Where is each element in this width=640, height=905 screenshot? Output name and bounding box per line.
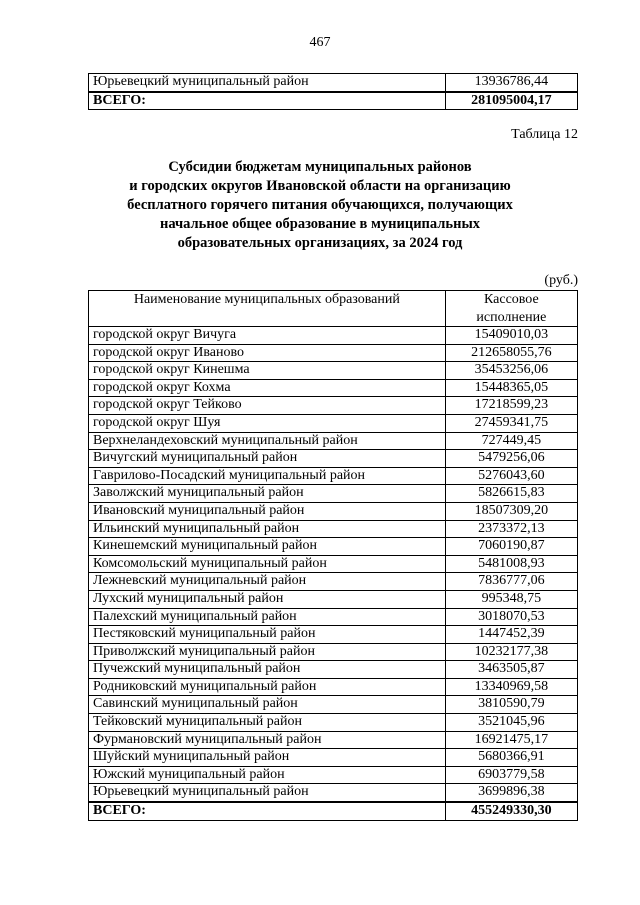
column-header-name: Наименование муниципальных образований <box>89 291 446 327</box>
row-value: 15448365,05 <box>445 379 577 397</box>
row-value: 727449,45 <box>445 432 577 450</box>
row-name: городской округ Иваново <box>89 344 446 362</box>
row-name: Пестяковский муниципальный район <box>89 626 446 644</box>
table-row <box>89 555 578 573</box>
table-row <box>89 538 578 556</box>
column-header-value: Кассовое исполнение <box>445 291 577 327</box>
row-value: 6903779,58 <box>445 766 577 784</box>
row-name: Палехский муниципальный район <box>89 608 446 626</box>
row-value: 3018070,53 <box>445 608 577 626</box>
currency-unit-label: (руб.) <box>544 273 578 288</box>
table-row <box>89 626 578 644</box>
table-row <box>89 327 578 345</box>
table-row <box>89 784 578 802</box>
table-row <box>89 450 578 468</box>
row-value: 17218599,23 <box>445 397 577 415</box>
table-row <box>89 714 578 732</box>
row-value: 13936786,44 <box>445 74 577 92</box>
row-value: 3521045,96 <box>445 714 577 732</box>
row-name: Юрьевецкий муниципальный район <box>89 74 446 92</box>
row-name: городской округ Вичуга <box>89 327 446 345</box>
table-row <box>89 608 578 626</box>
table-row <box>89 467 578 485</box>
row-value: 5276043,60 <box>445 467 577 485</box>
subsidies-table <box>88 290 578 821</box>
title-line: начальное общее образование в муниципальных <box>159 216 481 232</box>
table-row <box>89 590 578 608</box>
row-value: 3463505,87 <box>445 661 577 679</box>
row-value: 7060190,87 <box>445 538 577 556</box>
row-value: 16921475,17 <box>445 731 577 749</box>
row-name: Комсомольский муниципальный район <box>89 555 446 573</box>
row-value: 15409010,03 <box>445 327 577 345</box>
row-value: 3699896,38 <box>445 784 577 802</box>
total-label: ВСЕГО: <box>89 92 446 110</box>
row-name: городской округ Шуя <box>89 414 446 432</box>
title-line: бесплатного горячего питания обучающихся, получающих <box>127 197 513 213</box>
row-name: Ивановский муниципальный район <box>89 502 446 520</box>
table-caption-number: Таблица 12 <box>511 127 578 142</box>
table-row <box>89 749 578 767</box>
previous-table-tail <box>88 73 578 110</box>
row-name: Савинский муниципальный район <box>89 696 446 714</box>
row-name: Лежневский муниципальный район <box>89 573 446 591</box>
row-name: Приволжский муниципальный район <box>89 643 446 661</box>
row-name: Ильинский муниципальный район <box>89 520 446 538</box>
table-row <box>89 678 578 696</box>
document-title <box>0 158 640 253</box>
row-name: Пучежский муниципальный район <box>89 661 446 679</box>
row-name: Верхнеландеховский муниципальный район <box>89 432 446 450</box>
table-row <box>89 397 578 415</box>
row-value: 5479256,06 <box>445 450 577 468</box>
table-row <box>89 379 578 397</box>
table-row <box>89 520 578 538</box>
row-value: 27459341,75 <box>445 414 577 432</box>
row-value: 18507309,20 <box>445 502 577 520</box>
row-name: Тейковский муниципальный район <box>89 714 446 732</box>
row-name: городской округ Тейково <box>89 397 446 415</box>
table-row <box>89 643 578 661</box>
table-row <box>89 696 578 714</box>
row-value: 995348,75 <box>445 590 577 608</box>
row-value: 10232177,38 <box>445 643 577 661</box>
table-row <box>89 344 578 362</box>
page-number: 467 <box>309 35 331 50</box>
row-name: городской округ Кохма <box>89 379 446 397</box>
row-name: Кинешемский муниципальный район <box>89 538 446 556</box>
row-value: 35453256,06 <box>445 362 577 380</box>
total-value: 455249330,30 <box>445 802 577 820</box>
row-name: Шуйский муниципальный район <box>89 749 446 767</box>
total-row <box>89 802 578 820</box>
table-row <box>89 432 578 450</box>
row-value: 5481008,93 <box>445 555 577 573</box>
row-name: Юрьевецкий муниципальный район <box>89 784 446 802</box>
row-name: городской округ Кинешма <box>89 362 446 380</box>
title-line: и городских округов Ивановской области на организацию <box>129 178 511 194</box>
table-row <box>89 502 578 520</box>
row-value: 5826615,83 <box>445 485 577 503</box>
table-row <box>89 766 578 784</box>
table-row <box>89 362 578 380</box>
row-name: Лухский муниципальный район <box>89 590 446 608</box>
title-line: образовательных организациях, за 2024 год <box>177 235 463 251</box>
title-line: Субсидии бюджетам муниципальных районов <box>168 159 472 175</box>
row-value: 5680366,91 <box>445 749 577 767</box>
table-row <box>89 573 578 591</box>
row-value: 3810590,79 <box>445 696 577 714</box>
row-name: Заволжский муниципальный район <box>89 485 446 503</box>
row-value: 1447452,39 <box>445 626 577 644</box>
table-row <box>89 74 578 92</box>
row-value: 7836777,06 <box>445 573 577 591</box>
table-row <box>89 731 578 749</box>
table-row <box>89 485 578 503</box>
header-row <box>89 291 578 327</box>
total-row <box>89 92 578 110</box>
row-value: 13340969,58 <box>445 678 577 696</box>
row-name: Южский муниципальный район <box>89 766 446 784</box>
row-name: Вичугский муниципальный район <box>89 450 446 468</box>
row-name: Родниковский муниципальный район <box>89 678 446 696</box>
row-value: 2373372,13 <box>445 520 577 538</box>
total-value: 281095004,17 <box>445 92 577 110</box>
row-value: 212658055,76 <box>445 344 577 362</box>
row-name: Фурмановский муниципальный район <box>89 731 446 749</box>
table-row <box>89 661 578 679</box>
total-label: ВСЕГО: <box>89 802 446 820</box>
table-row <box>89 414 578 432</box>
row-name: Гаврилово-Посадский муниципальный район <box>89 467 446 485</box>
